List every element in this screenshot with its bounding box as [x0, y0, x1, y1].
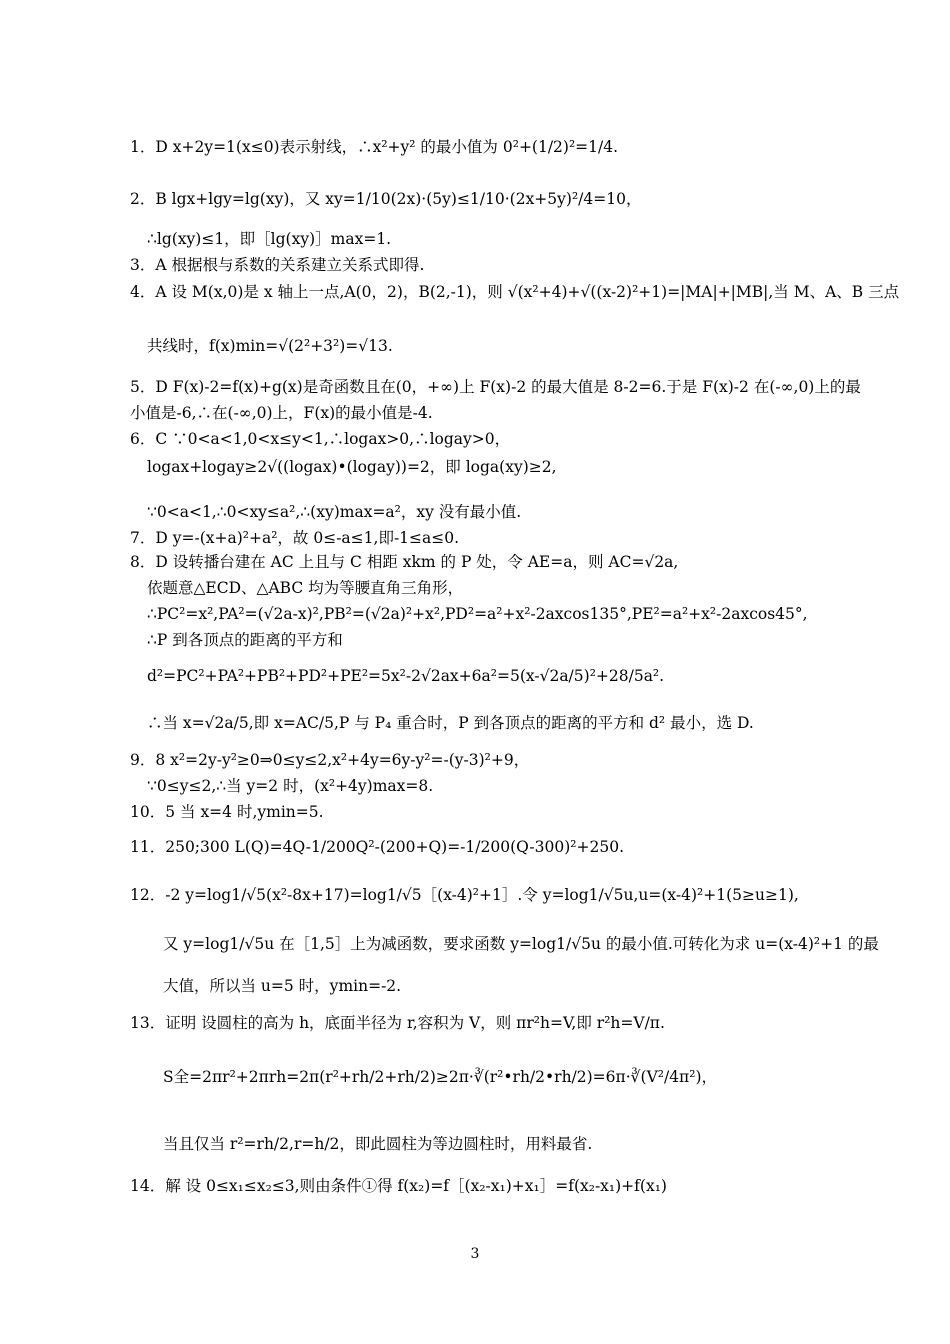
text-line: 14．解 设 0≤x₁≤x₂≤3,则由条件①得 f(x₂)=f［(x₂-x₁)+x₁］=f(x₂-x₁)+f(x₁)	[130, 1177, 667, 1195]
text-line: 10．5 当 x=4 时,ymin=5.	[130, 803, 324, 821]
text-line: 6．C ∵0<a<1,0<x≤y<1,∴logax>0,∴logay>0，	[130, 430, 511, 448]
text-line: ∵0≤y≤2,∴当 y=2 时，(x²+4y)max=8.	[147, 777, 434, 795]
text-line: 大值，所以当 u=5 时，ymin=-2.	[163, 977, 402, 995]
text-line: S全=2πr²+2πrh=2π(r²+rh/2+rh/2)≥2π·∛(r²•rh/2•rh/2)=6π·∛(V²/4π²)，	[163, 1068, 718, 1086]
text-line: 12．-2 y=log1/√5(x²-8x+17)=log1/√5［(x-4)²+1］.令 y=log1/√5u,u=(x-4)²+1(5≥u≥1),	[130, 886, 799, 904]
text-line: 共线时，f(x)min=√(2²+3²)=√13.	[147, 337, 393, 355]
text-line: 4．A 设 M(x,0)是 x 轴上一点,A(0，2)，B(2,-1)，则 √(x²+4)+√((x-2)²+1)=|MA|+|MB|,当 M、A、B 三点	[130, 283, 900, 301]
text-line: ∴P 到各顶点的距离的平方和	[147, 631, 343, 649]
text-line: 5．D F(x)-2=f(x)+g(x)是奇函数且在(0，+∞)上 F(x)-2 的最大值是 8-2=6.于是 F(x)-2 在(-∞,0)上的最	[130, 378, 861, 396]
text-line: 1．D x+2y=1(x≤0)表示射线，∴x²+y² 的最小值为 0²+(1/2)²=1/4.	[130, 138, 619, 156]
text-line: 当且仅当 r²=rh/2,r=h/2，即此圆柱为等边圆柱时，用料最省.	[163, 1135, 593, 1153]
text-line: 7．D y=-(x+a)²+a²，故 0≤-a≤1,即-1≤a≤0.	[130, 529, 460, 547]
text-line: 小值是-6,∴在(-∞,0)上，F(x)的最小值是-4.	[130, 404, 433, 422]
text-line: d²=PC²+PA²+PB²+PD²+PE²=5x²-2√2ax+6a²=5(x-√2a/5)²+28/5a².	[147, 667, 665, 685]
text-line: logax+logay≥2√((logax)•(logay))=2，即 loga(xy)≥2,	[147, 458, 557, 476]
text-line: 依题意△ECD、△ABC 均为等腰直角三角形，	[147, 579, 464, 597]
text-line: 3．A 根据根与系数的关系建立关系式即得.	[130, 256, 425, 274]
text-line: ∴PC²=x²,PA²=(√2a-x)²,PB²=(√2a)²+x²,PD²=a²+x²-2axcos135°,PE²=a²+x²-2axcos45°,	[147, 605, 808, 623]
text-line: 2．B lgx+lgy=lg(xy)，又 xy=1/10(2x)·(5y)≤1/10·(2x+5y)²/4=10，	[130, 190, 642, 208]
text-line: ∴当 x=√2a/5,即 x=AC/5,P 与 P₄ 重合时，P 到各顶点的距离的平方和 d² 最小，选 D.	[147, 714, 754, 732]
text-line: 11．250;300 L(Q)=4Q-1/200Q²-(200+Q)=-1/200(Q-300)²+250.	[130, 838, 624, 856]
text-line: 13．证明 设圆柱的高为 h，底面半径为 r,容积为 V，则 πr²h=V,即 r²h=V/π.	[130, 1014, 665, 1032]
text-line: ∴lg(xy)≤1，即［lg(xy)］max=1.	[147, 230, 392, 248]
page-number: 3	[470, 1246, 480, 1262]
text-line: ∵0<a<1,∴0<xy≤a²,∴(xy)max=a²，xy 没有最小值.	[147, 503, 522, 521]
text-line: 9．8 x²=2y-y²≥0⇒0≤y≤2,x²+4y=6y-y²=-(y-3)²+9，	[130, 751, 530, 769]
text-line: 又 y=log1/√5u 在［1,5］上为减函数，要求函数 y=log1/√5u 的最小值.可转化为求 u=(x-4)²+1 的最	[163, 935, 879, 953]
text-line: 8．D 设转播台建在 AC 上且与 C 相距 xkm 的 P 处，令 AE=a，则 AC=√2a,	[130, 553, 679, 571]
